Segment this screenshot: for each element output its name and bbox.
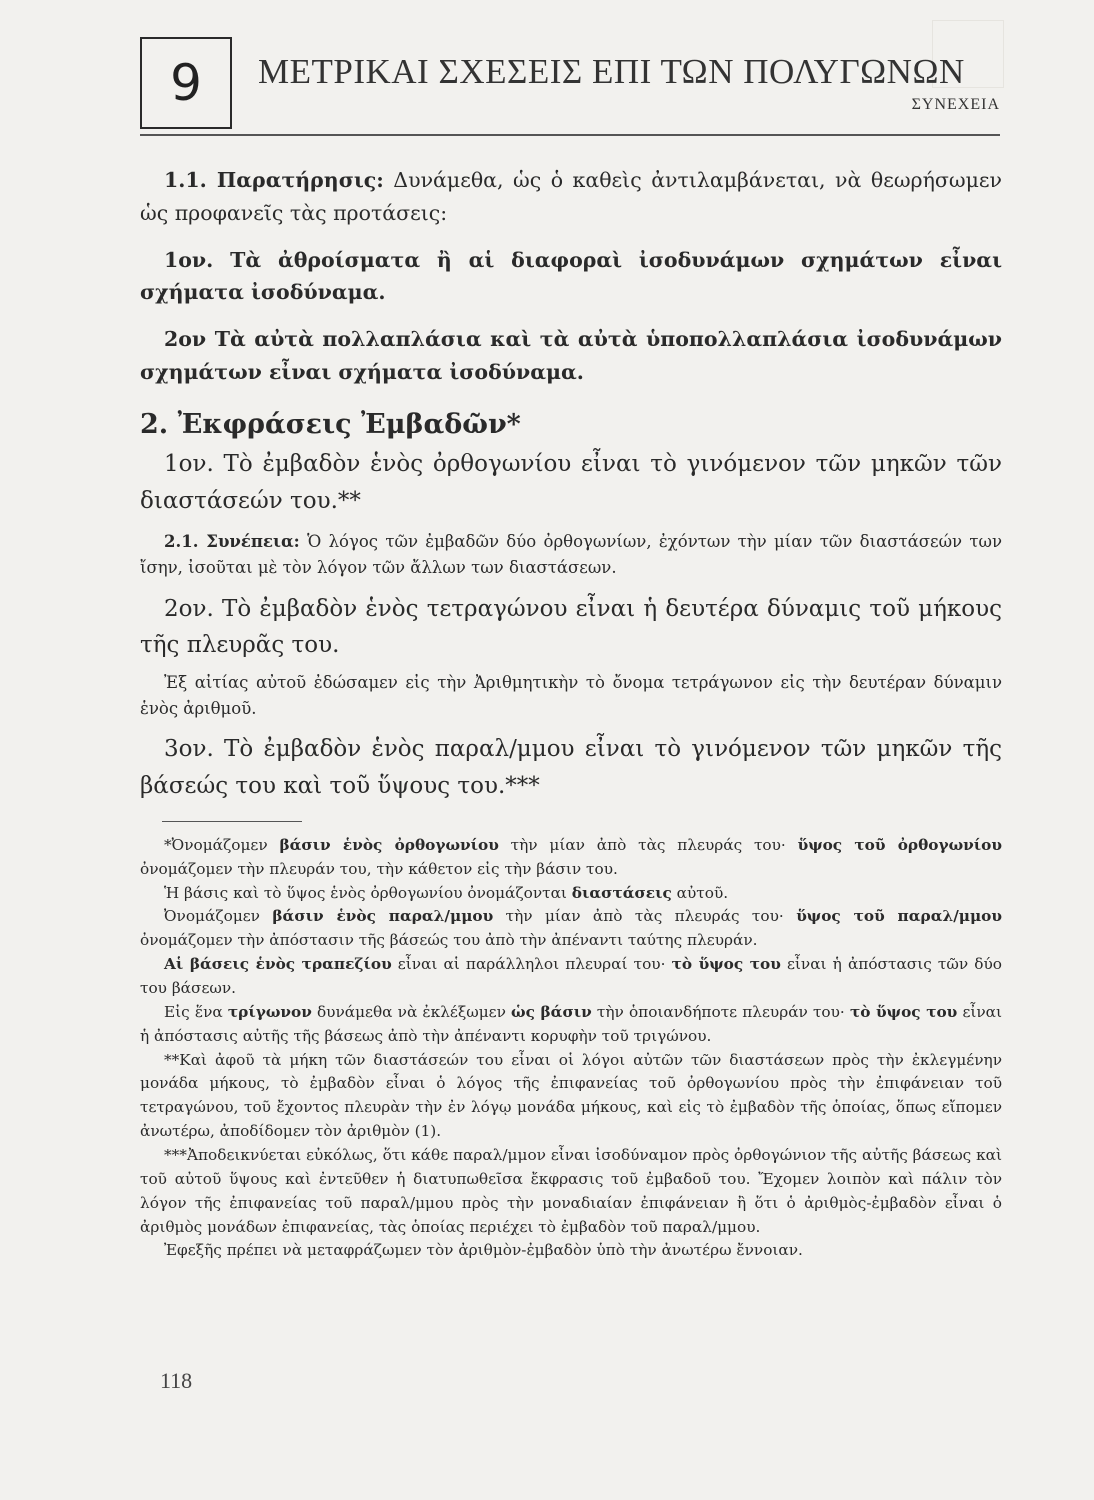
chapter-number-box <box>140 37 232 129</box>
area-item-2: 2ον. Τὸ ἐμβαδὸν ἑνὸς τετραγώνου εἶναι ἡ δευτέρα δύναμις τοῦ μήκους τῆς πλευρᾶς του. <box>140 595 1002 659</box>
header-rule <box>140 134 1000 136</box>
fn5-text-c: δυνάμεθα νὰ ἐκλέξωμεν <box>311 1002 512 1021</box>
main-content <box>140 158 1002 1263</box>
fn1-text-e: ὀνομάζομεν τὴν πλευράν του, τὴν κάθετον εἰς τὴν βάσιν του. <box>140 859 618 878</box>
footnote-2 <box>140 882 1002 906</box>
footnote-3 <box>140 905 1002 953</box>
footnote-7: ***Ἀποδεικνύεται εὐκόλως, ὅτι κάθε παραλ/μμον εἶναι ἰσοδύναμον πρὸς ὀρθογώνιον τῆς αὐτῆς βάσεως καὶ τοῦ αὐτοῦ ὕψους καὶ ἐντεῦθεν ἡ διατυπωθεῖσα ἔκφρασις τοῦ ἐμβαδοῦ του. Ἔχομεν λοιπὸν καὶ πάλιν τὸν λόγον τῆς ἐπιφανείας τοῦ παραλ/μμου πρὸς τὴν μοναδιαίαν ἐπιφάνειαν ἢ ὅτι ὁ ἀριθμὸς-ἐμβαδὸν εἶναι ὁ ἀριθμὸς μονάδων ἐπιφανείας, τὰς ὁποίας περιέχει τὸ ἐμβαδὸν τοῦ παραλ/μμου. <box>140 1145 1002 1236</box>
chapter-number: 9 <box>170 54 202 112</box>
area-item-3: 3ον. Τὸ ἐμβαδὸν ἑνὸς παραλ/μμου εἶναι τὸ γινόμενον τῶν μηκῶν τῆς βάσεώς του καὶ τοῦ ὕψους του.*** <box>140 736 1002 800</box>
proposition-2-text: 2ον Τὰ αὐτὰ πολλαπλάσια καὶ τὰ αὐτὰ ὑποπολλαπλάσια ἰσοδυνάμων σχημάτων εἶναι σχήματα ἰσοδύναμα. <box>140 327 1002 384</box>
fn3-term-base: βάσιν ἑνὸς παραλ/μμου <box>272 907 494 926</box>
fn5-text-a: Εἰς ἕνα <box>164 1002 228 1021</box>
fn1-term-height: ὕψος τοῦ ὀρθογωνίου <box>797 835 1003 854</box>
footnote-separator <box>162 821 302 822</box>
fn1-text-c: τὴν μίαν ἀπὸ τὰς πλευράς του· <box>498 835 798 854</box>
fn4-text-d: εἶναι ἡ ἀπόστασις τῶν δύο του βάσεων. <box>140 955 1002 997</box>
area-item-1: 1ον. Τὸ ἐμβαδὸν ἑνὸς ὀρθογωνίου εἶναι τὸ γινόμενον τῶν μηκῶν τῶν διαστάσεών του.** <box>140 450 1002 514</box>
fn2-term-dimensions: διαστάσεις <box>571 883 672 902</box>
chapter-title: ΜΕΤΡΙΚΑΙ ΣΧΕΣΕΙΣ ΕΠΙ ΤΩΝ ΠΟΛΥΓΩΝΩΝ <box>258 52 965 91</box>
fn3-text-a: Ὀνομάζομεν <box>164 907 273 926</box>
fn2-text-c: αὐτοῦ. <box>671 883 729 902</box>
fn3-text-e: ὀνομάζομεν τὴν ἀπόστασιν τῆς βάσεώς του ἀπὸ τὴν ἀπέναντι ταύτης πλευράν. <box>140 931 758 950</box>
fn5-text-e: τὴν ὁποιανδήποτε πλευράν του· <box>591 1002 850 1021</box>
chapter-subtitle: ΣΥΝΕΧΕΙΑ <box>911 96 1000 113</box>
fn5-term-height: τὸ ὕψος του <box>849 1002 958 1021</box>
fn3-term-height: ὕψος τοῦ παραλ/μμου <box>796 907 1002 926</box>
footnote-6: **Καὶ ἀφοῦ τὰ μήκη τῶν διαστάσεών του εἶναι οἱ λόγοι αὐτῶν τῶν διαστάσεων πρὸς τὴν ἐκλεγμένην μονάδα μήκους, τὸ ἐμβαδὸν εἶναι ὁ λόγος τῆς ἐπιφανείας τοῦ ὀρθογωνίου πρὸς τὴν ἐπιφάνειαν τοῦ τετραγώνου, τοῦ ἔχοντος πλευρὰν τὴν ἐν λόγῳ μονάδα μήκους, καὶ εἰς τὸ ἐμβαδὸν τῆς ὁποίας, ὅπως εἴπομεν ἀνωτέρω, ἀποδίδομεν τὸν ἀριθμὸν (1). <box>140 1050 1002 1141</box>
fn5-text-g: εἶναι ἡ ἀπόστασις αὐτῆς τῆς βάσεως ἀπὸ τὴν ἀπέναντι κορυφὴν τοῦ τριγώνου. <box>140 1002 1003 1045</box>
proposition-2 <box>140 323 1002 389</box>
fn5-term-triangle: τρίγωνον <box>227 1002 312 1021</box>
footnote-8: Ἐφεξῆς πρέπει νὰ μεταφράζωμεν τὸν ἀριθμὸν-ἐμβαδὸν ὑπὸ τὴν ἀνωτέρω ἔννοιαν. <box>164 1241 803 1260</box>
remark-text: Δυνάμεθα, ὡς ὁ καθεὶς ἀντιλαμβάνεται, νὰ θεωρήσωμεν ὡς προφανεῖς τὰς προτάσεις: <box>140 168 1002 225</box>
proposition-1-text: 1ον. Τὰ ἀθροίσματα ἢ αἱ διαφοραὶ ἰσοδυνάμων σχημάτων εἶναι σχήματα ἰσοδύναμα. <box>140 247 1002 305</box>
square-note: Ἐξ αἰτίας αὐτοῦ ἐδώσαμεν εἰς τὴν Ἀριθμητικὴν τὸ ὄνομα τετράγωνον εἰς τὴν δευτέραν δύναμιν ἑνὸς ἀριθμοῦ. <box>140 673 1002 718</box>
corollary-paragraph <box>140 529 1002 580</box>
footnote-4 <box>140 953 1002 1001</box>
fn3-text-c: τὴν μίαν ἀπὸ τὰς πλευράς του· <box>493 907 797 926</box>
proposition-1 <box>140 244 1002 310</box>
fn1-term-base: βάσιν ἑνὸς ὀρθογωνίου <box>279 835 499 854</box>
section-heading: 2. Ἐκφράσεις Ἐμβαδῶν* <box>140 408 521 440</box>
fn1-text-a: *Ὀνομάζομεν <box>164 835 280 854</box>
fn5-term-as-base: ὡς βάσιν <box>511 1002 592 1021</box>
fn4-term-bases: Αἱ βάσεις ἑνὸς τραπεζίου <box>164 955 392 974</box>
corollary-text: Ὁ λόγος τῶν ἐμβαδῶν δύο ὀρθογωνίων, ἐχόντων τὴν μίαν τῶν διαστάσεών των ἴσην, ἰσοῦται μὲ τὸν λόγον τῶν ἄλλων των διαστάσεων. <box>140 532 1003 577</box>
remark-label: 1.1. Παρατήρησις: <box>164 168 384 192</box>
page-number: 118 <box>160 1368 193 1393</box>
remark-paragraph <box>140 164 1002 230</box>
fn4-text-b: εἶναι αἱ παράλληλοι πλευραί του· <box>391 955 672 974</box>
footnote-5 <box>140 1001 1002 1049</box>
fn2-text-a: Ἡ βάσις καὶ τὸ ὕψος ἑνὸς ὀρθογωνίου ὀνομάζονται <box>164 883 572 902</box>
corollary-label: 2.1. Συνέπεια: <box>164 532 300 552</box>
footnote-1 <box>140 834 1002 882</box>
fn4-term-height: τὸ ὕψος του <box>671 955 781 974</box>
